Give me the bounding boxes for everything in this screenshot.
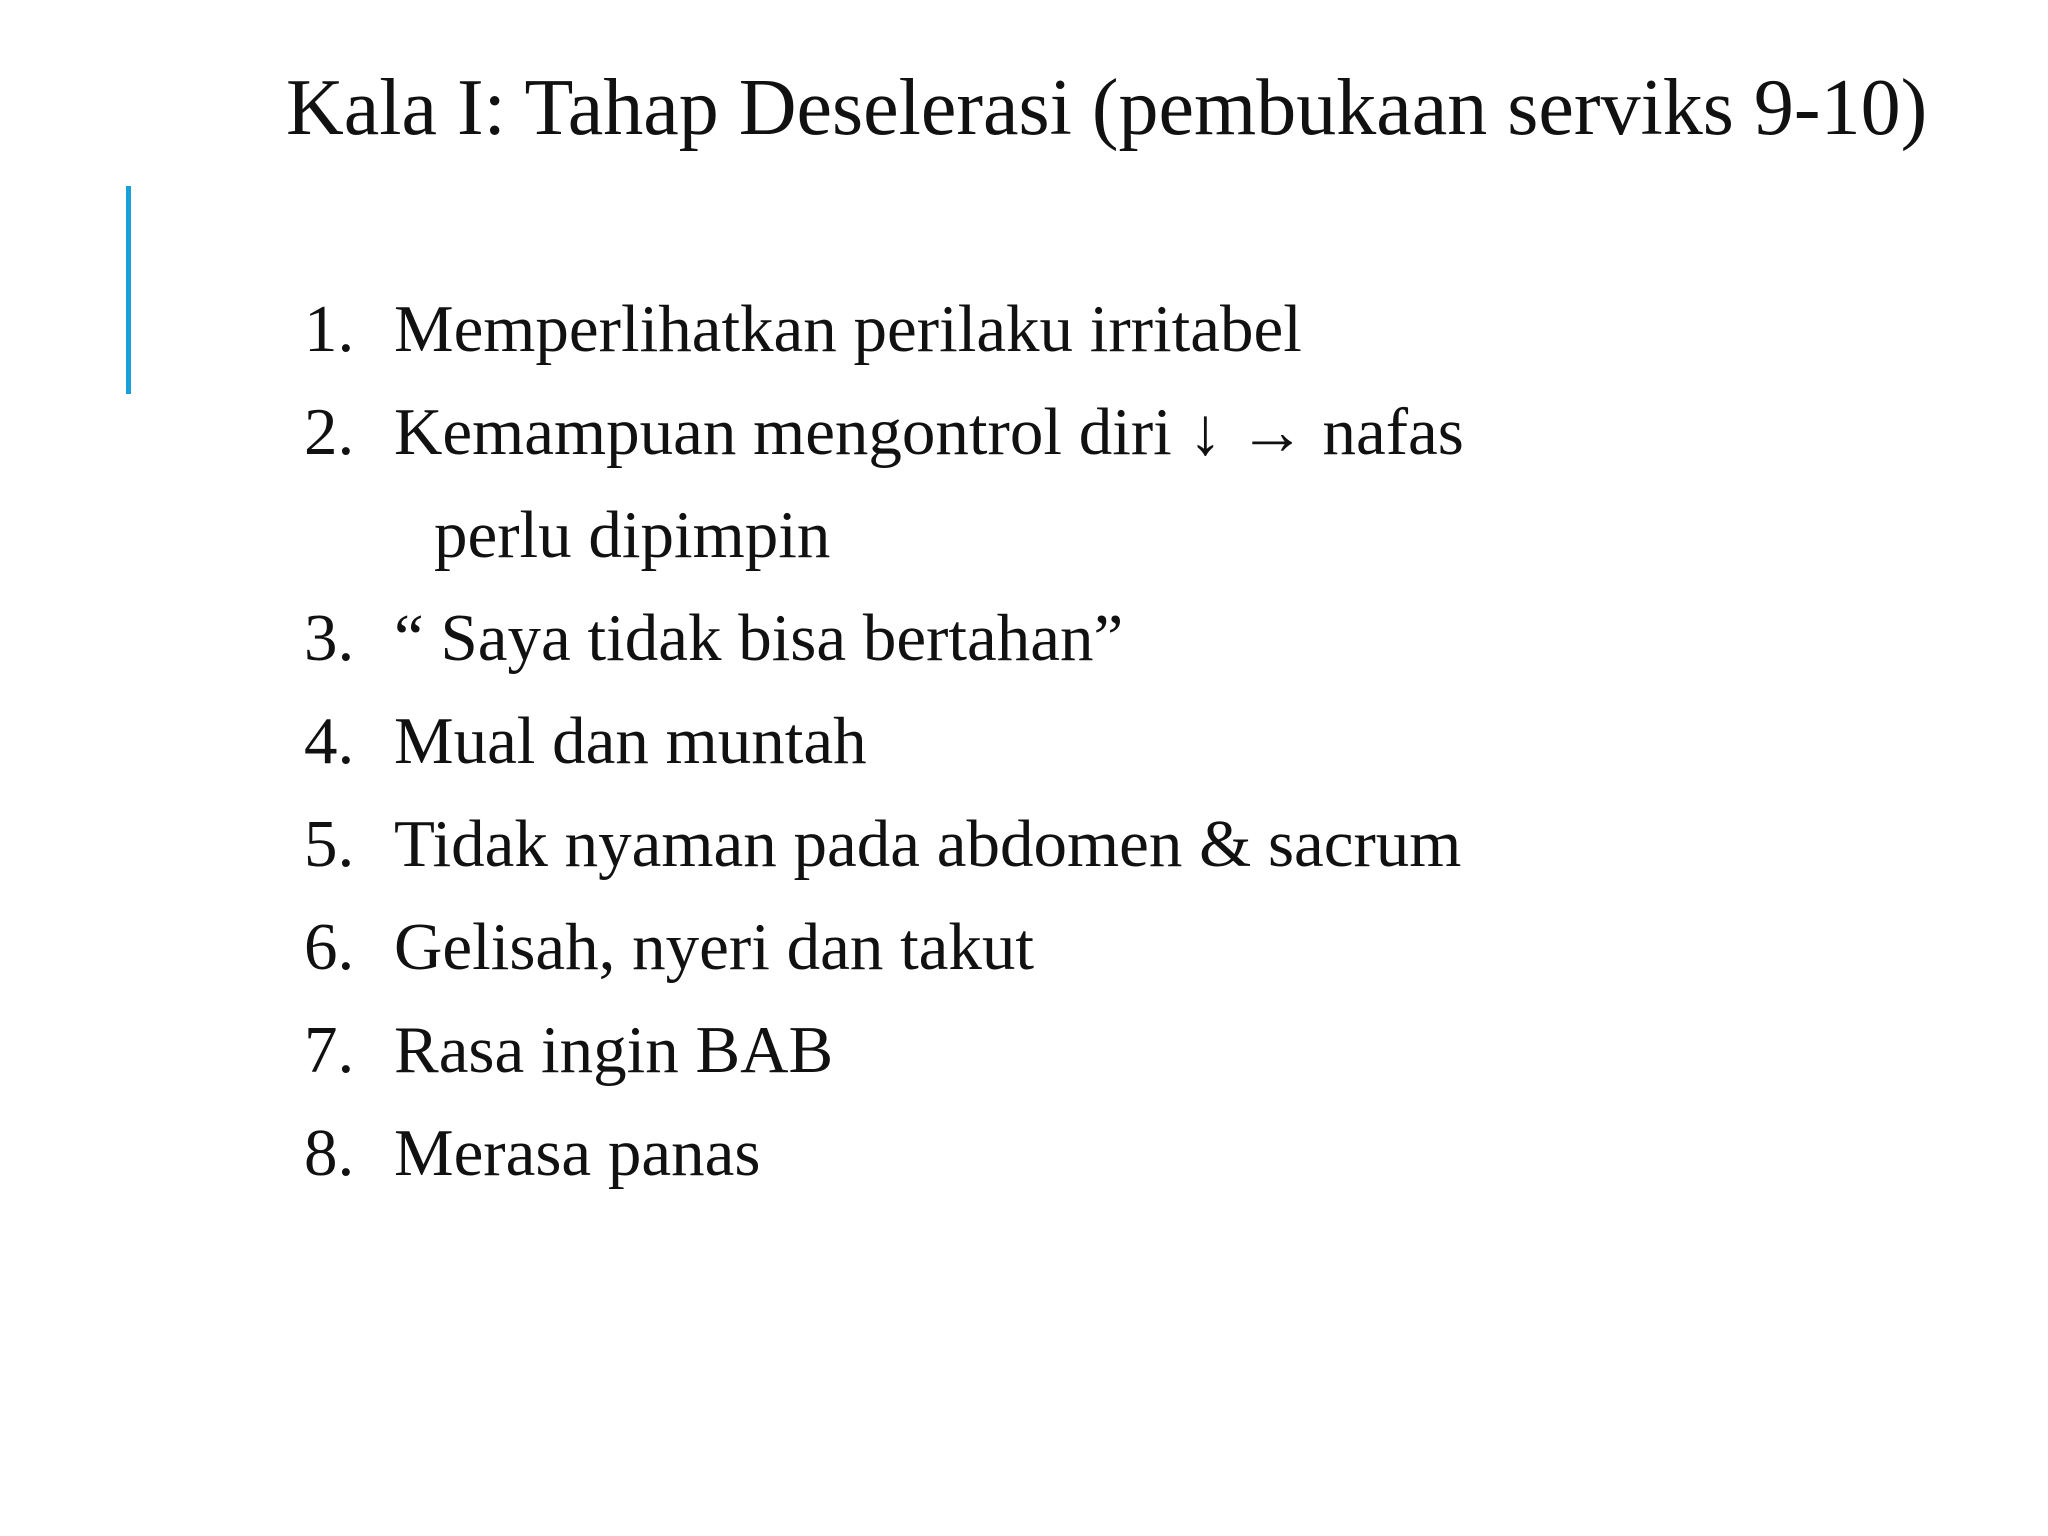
list-item-number: 1.: [304, 292, 355, 366]
list-item-text: Rasa ingin BAB: [394, 1013, 834, 1087]
list-item-text: Memperlihatkan perilaku irritabel: [394, 292, 1302, 366]
list-item-number: 7.: [304, 1013, 355, 1087]
list-item: [304, 587, 1464, 690]
list-item: [304, 793, 1464, 896]
list-item-text: Mual dan muntah: [394, 704, 867, 778]
list-item: [304, 278, 1464, 381]
list-item-number: 6.: [304, 910, 355, 984]
list-item-number: 5.: [304, 807, 355, 881]
list-item-text: “ Saya tidak bisa bertahan”: [394, 601, 1124, 675]
list-item: [304, 999, 1464, 1102]
list-item: [304, 381, 1464, 484]
list-item-number: 8.: [304, 1116, 355, 1190]
list-item: [304, 896, 1464, 999]
list-item-text: Gelisah, nyeri dan takut: [394, 910, 1035, 984]
list-item-text: Kemampuan mengontrol diri ↓ → nafas: [394, 395, 1464, 469]
list-item: [304, 1102, 1464, 1205]
symptom-list: [304, 278, 1464, 1205]
list-item-text: Merasa panas: [394, 1116, 761, 1190]
list-item-number: 3.: [304, 601, 355, 675]
list-item-continuation: perlu dipimpin: [434, 498, 831, 572]
slide-title: Kala I: Tahap Deselerasi (pembukaan serviks 9-10): [286, 64, 1928, 152]
list-item-text: Tidak nyaman pada abdomen & sacrum: [394, 807, 1462, 881]
accent-bar: [126, 186, 131, 394]
list-item: [304, 690, 1464, 793]
list-item-number: 2.: [304, 395, 355, 469]
list-item-number: 4.: [304, 704, 355, 778]
